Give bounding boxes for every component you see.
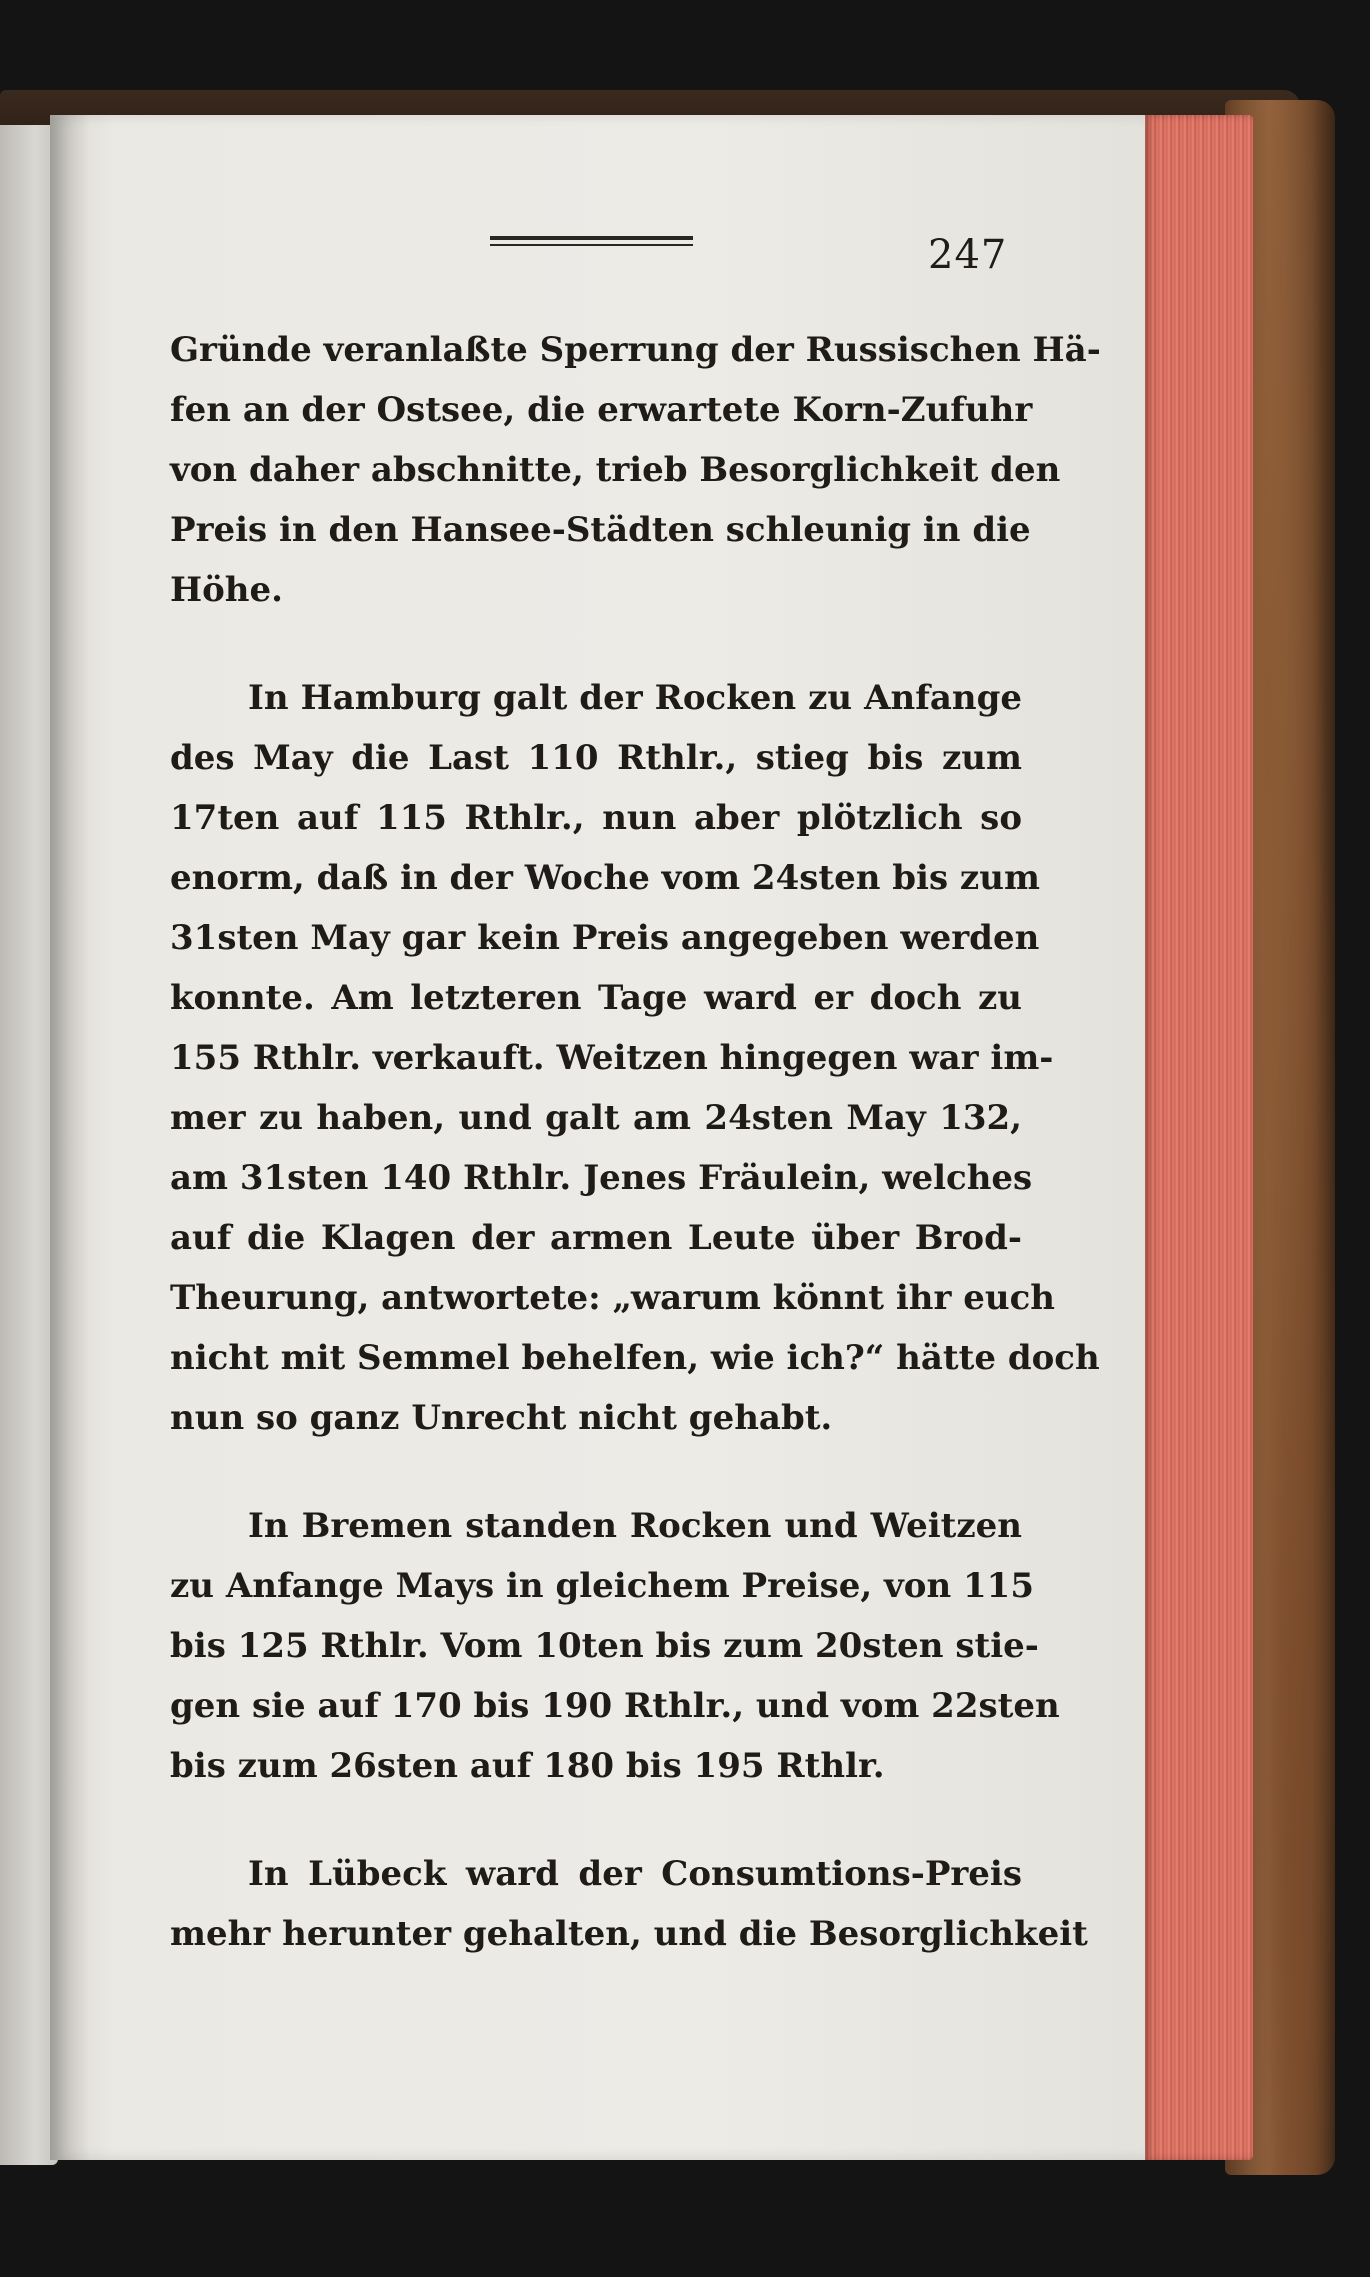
page-number: 247 [928, 232, 1008, 278]
text-line: auf die Klagen der armen Leute über Brod- [170, 1218, 1022, 1258]
red-page-edges [1143, 115, 1253, 2160]
text-line: nun so ganz Unrecht nicht gehabt. [170, 1398, 833, 1438]
text-line: Gründe veranlaßte Sperrung der Russischen Hä- [170, 330, 1101, 370]
header-rule-thick [490, 236, 693, 240]
paragraph-gap [170, 620, 1022, 668]
text-line: bis zum 26sten auf 180 bis 195 Rthlr. [170, 1746, 885, 1786]
text-line: 31sten May gar kein Preis angegeben werden [170, 918, 1040, 958]
text-line: gen sie auf 170 bis 190 Rthlr., und vom 22sten [170, 1686, 1060, 1726]
text-line: Höhe. [170, 570, 283, 610]
text-line: bis 125 Rthlr. Vom 10ten bis zum 20sten stie- [170, 1626, 1039, 1666]
text-line: mer zu haben, und galt am 24sten May 132, [170, 1098, 1022, 1138]
text-line: mehr herunter gehalten, und die Besorglichkeit [170, 1914, 1088, 1954]
text-line: des May die Last 110 Rthlr., stieg bis zum [170, 738, 1022, 778]
text-line: nicht mit Semmel behelfen, wie ich?“ hätte doch [170, 1338, 1100, 1378]
gutter-shadow [50, 115, 90, 2160]
text-line: enorm, daß in der Woche vom 24sten bis zum [170, 858, 1040, 898]
text-line: konnte. Am letzteren Tage ward er doch zu [170, 978, 1022, 1018]
text-line: fen an der Ostsee, die erwartete Korn-Zufuhr [170, 390, 1033, 430]
body-text [170, 320, 1101, 1964]
text-line: am 31sten 140 Rthlr. Jenes Fräulein, welches [170, 1158, 1033, 1198]
text-line: Preis in den Hansee-Städten schleunig in die [170, 510, 1031, 550]
text-line: 17ten auf 115 Rthlr., nun aber plötzlich so [170, 798, 1022, 838]
text-line: In Bremen standen Rocken und Weitzen [248, 1506, 1022, 1546]
paragraph-gap [170, 1796, 1022, 1844]
header-rule-thin [490, 244, 693, 246]
header-double-rule [490, 236, 693, 248]
text-line: Theurung, antwortete: „warum könnt ihr euch [170, 1278, 1056, 1318]
text-line: von daher abschnitte, trieb Besorglichkeit den [170, 450, 1061, 490]
paragraph-gap [170, 1448, 1022, 1496]
text-line: zu Anfange Mays in gleichem Preise, von 115 [170, 1566, 1034, 1606]
text-line: In Hamburg galt der Rocken zu Anfange [248, 678, 1022, 718]
text-line: In Lübeck ward der Consumtions-Preis [248, 1854, 1022, 1894]
text-line: 155 Rthlr. verkauft. Weitzen hingegen war im- [170, 1038, 1054, 1078]
